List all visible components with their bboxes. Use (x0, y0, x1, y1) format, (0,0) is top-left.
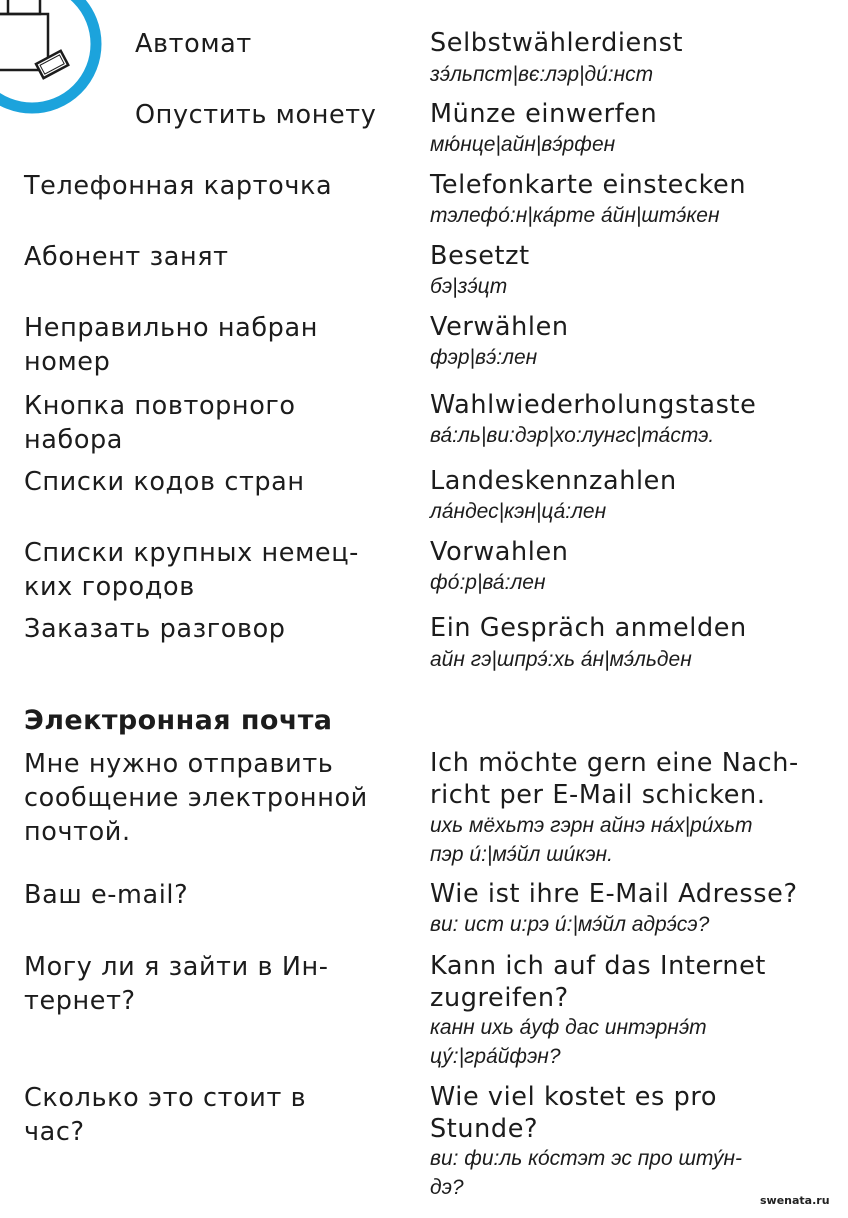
russian-text: Телефонная карточка (24, 171, 333, 201)
transcription-text: ла́ндес|кэн|ца́:лен (430, 500, 607, 523)
russian-text: Списки крупных немец- ких городов (24, 538, 359, 602)
german-text: Landeskennzahlen (430, 466, 677, 496)
transcription-text: мю́нце|айн|вэ́рфен (430, 133, 616, 156)
german-text: Selbstwählerdienst (430, 28, 684, 58)
russian-text: Кнопка повторного набора (24, 391, 296, 455)
german-text: Besetzt (430, 241, 530, 271)
russian-text: Опустить монету (135, 100, 377, 130)
russian-text: Автомат (135, 29, 252, 59)
transcription-text: ви: фи:ль ко́стэт эс про шту́н- дэ? (430, 1147, 743, 1199)
russian-text: Могу ли я зайти в Ин- тернет? (24, 952, 329, 1016)
german-text: Vorwahlen (430, 537, 569, 567)
transcription-text: айн гэ|шпрэ́:хь а́н|мэ́льден (430, 648, 692, 671)
german-text: Wie ist ihre E-Mail Adresse? (430, 879, 798, 909)
payphone-card-icon (0, 0, 112, 128)
transcription-text: фэр|вэ́:лен (430, 346, 538, 369)
transcription-text: фо́:р|ва́:лен (430, 571, 546, 594)
german-text: Ein Gespräch anmelden (430, 613, 747, 643)
russian-text: Заказать разговор (24, 614, 286, 644)
transcription-text: тэлефо́:н|ка́рте а́йн|штэ́кен (430, 204, 720, 227)
transcription-text: ихь мёхьтэ гэрн айнэ на́х|ри́хьт пэр и́:|мэ́йл ши́кэн. (430, 814, 753, 866)
russian-text: Мне нужно отправить сообщение электронной почтой. (24, 749, 368, 847)
transcription-text: канн ихь а́уф дас интэрнэ́т цу́:|гра́йфэн? (430, 1016, 707, 1068)
russian-text: Списки кодов стран (24, 467, 305, 497)
german-text: Kann ich auf das Internet zugreifen? (430, 951, 767, 1013)
german-text: Verwählen (430, 312, 569, 342)
transcription-text: ви: ист и:рэ и́:|мэ́йл адрэ́сэ? (430, 913, 710, 936)
watermark-text: swenata.ru (760, 1194, 830, 1207)
german-text: Telefonkarte einstecken (430, 170, 747, 200)
section-title: Электронная почта (24, 705, 333, 736)
russian-text: Неправильно набран номер (24, 313, 318, 377)
german-text: Ich möchte gern eine Nach- richt per E-Mail schicken. (430, 748, 799, 810)
german-text: Wie viel kostet es pro Stunde? (430, 1082, 718, 1144)
russian-text: Ваш e-mail? (24, 880, 189, 910)
transcription-text: бэ|зэ́цт (430, 275, 508, 298)
russian-text: Сколько это стоит в час? (24, 1083, 307, 1147)
transcription-text: зэ́льпст|вє:лэр|ди́:нст (430, 63, 654, 86)
german-text: Wahlwiederholungstaste (430, 390, 757, 420)
transcription-text: ва́:ль|ви:дэр|хо:лунгс|та́стэ. (430, 424, 715, 447)
russian-text: Абонент занят (24, 242, 229, 272)
german-text: Münze einwerfen (430, 99, 658, 129)
